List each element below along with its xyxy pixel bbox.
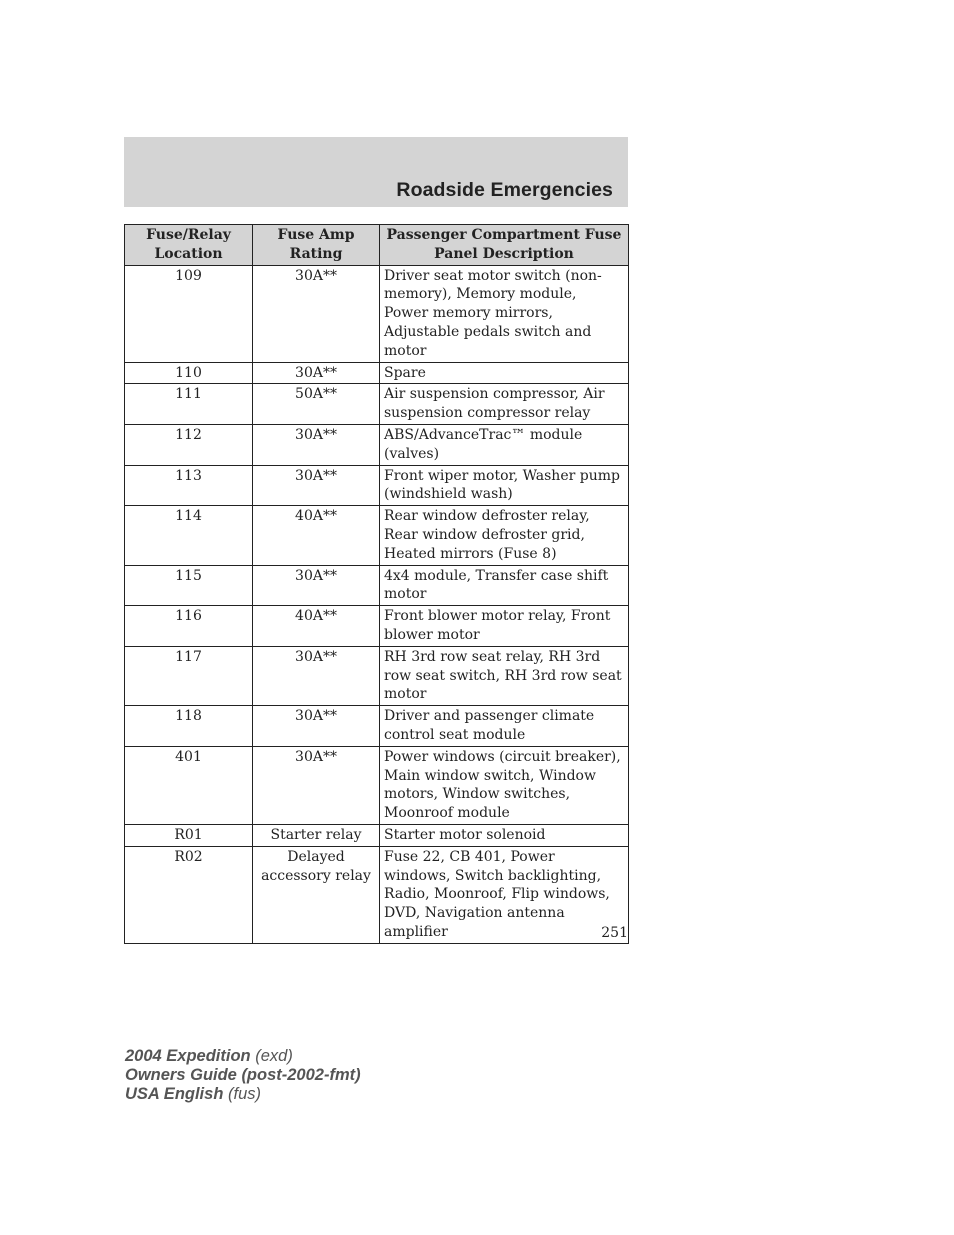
cell-rating: 30A** xyxy=(253,362,380,384)
table-row xyxy=(125,265,629,362)
table-row xyxy=(125,746,629,824)
page-number: 251 xyxy=(601,925,628,941)
table-row xyxy=(125,565,629,606)
table-row xyxy=(125,424,629,465)
cell-rating: 30A** xyxy=(253,424,380,465)
cell-description: Air suspension compressor, Air suspension compressor relay xyxy=(380,384,629,425)
table-header-row xyxy=(125,225,629,266)
column-header-rating: Fuse Amp Rating xyxy=(253,225,380,266)
footer-model-code: (exd) xyxy=(255,1047,293,1065)
cell-location: 109 xyxy=(125,265,253,362)
cell-location: 114 xyxy=(125,506,253,565)
cell-rating: 30A** xyxy=(253,565,380,606)
cell-rating: 40A** xyxy=(253,606,380,647)
table-row xyxy=(125,465,629,506)
fuse-table xyxy=(124,224,629,944)
table-row xyxy=(125,606,629,647)
section-header-band xyxy=(124,137,628,207)
footer xyxy=(125,1047,361,1104)
footer-model: 2004 Expedition xyxy=(125,1047,251,1065)
table-row xyxy=(125,646,629,705)
cell-description: Starter motor solenoid xyxy=(380,824,629,846)
footer-language-code: (fus) xyxy=(228,1085,261,1103)
cell-location: 118 xyxy=(125,706,253,747)
cell-description: Driver and passenger climate control seat module xyxy=(380,706,629,747)
table-row xyxy=(125,846,629,943)
cell-description: Front blower motor relay, Front blower motor xyxy=(380,606,629,647)
column-header-description: Passenger Compartment Fuse Panel Description xyxy=(380,225,629,266)
cell-description: Front wiper motor, Washer pump (windshield wash) xyxy=(380,465,629,506)
section-title: Roadside Emergencies xyxy=(396,179,613,201)
cell-location: 401 xyxy=(125,746,253,824)
cell-rating: Starter relay xyxy=(253,824,380,846)
cell-location: 116 xyxy=(125,606,253,647)
cell-location: 110 xyxy=(125,362,253,384)
footer-language: USA English xyxy=(125,1085,224,1103)
cell-description: 4x4 module, Transfer case shift motor xyxy=(380,565,629,606)
table-row xyxy=(125,384,629,425)
cell-rating: 50A** xyxy=(253,384,380,425)
cell-location: 113 xyxy=(125,465,253,506)
cell-description: Power windows (circuit breaker), Main window switch, Window motors, Window switches, Moonroof module xyxy=(380,746,629,824)
cell-rating: 30A** xyxy=(253,706,380,747)
cell-description: Fuse 22, CB 401, Power windows, Switch backlighting, Radio, Moonroof, Flip windows, DVD, Navigation antenna amplifier xyxy=(380,846,629,943)
cell-rating: 40A** xyxy=(253,506,380,565)
table-row xyxy=(125,362,629,384)
cell-location: 115 xyxy=(125,565,253,606)
footer-line-2 xyxy=(125,1066,361,1085)
cell-rating: Delayed accessory relay xyxy=(253,846,380,943)
footer-guide: Owners Guide (post-2002-fmt) xyxy=(125,1066,361,1084)
cell-rating: 30A** xyxy=(253,465,380,506)
cell-location: R01 xyxy=(125,824,253,846)
cell-description: Spare xyxy=(380,362,629,384)
cell-location: 111 xyxy=(125,384,253,425)
cell-rating: 30A** xyxy=(253,265,380,362)
cell-rating: 30A** xyxy=(253,746,380,824)
cell-location: R02 xyxy=(125,846,253,943)
cell-rating: 30A** xyxy=(253,646,380,705)
cell-location: 112 xyxy=(125,424,253,465)
table-row xyxy=(125,506,629,565)
table-row xyxy=(125,824,629,846)
footer-line-3 xyxy=(125,1085,361,1104)
footer-line-1 xyxy=(125,1047,361,1066)
cell-location: 117 xyxy=(125,646,253,705)
table-row xyxy=(125,706,629,747)
cell-description: Driver seat motor switch (non-memory), Memory module, Power memory mirrors, Adjustable pedals switch and motor xyxy=(380,265,629,362)
cell-description: RH 3rd row seat relay, RH 3rd row seat switch, RH 3rd row seat motor xyxy=(380,646,629,705)
cell-description: Rear window defroster relay, Rear window defroster grid, Heated mirrors (Fuse 8) xyxy=(380,506,629,565)
cell-description: ABS/AdvanceTrac™ module (valves) xyxy=(380,424,629,465)
fuse-table-body xyxy=(125,265,629,943)
column-header-location: Fuse/Relay Location xyxy=(125,225,253,266)
